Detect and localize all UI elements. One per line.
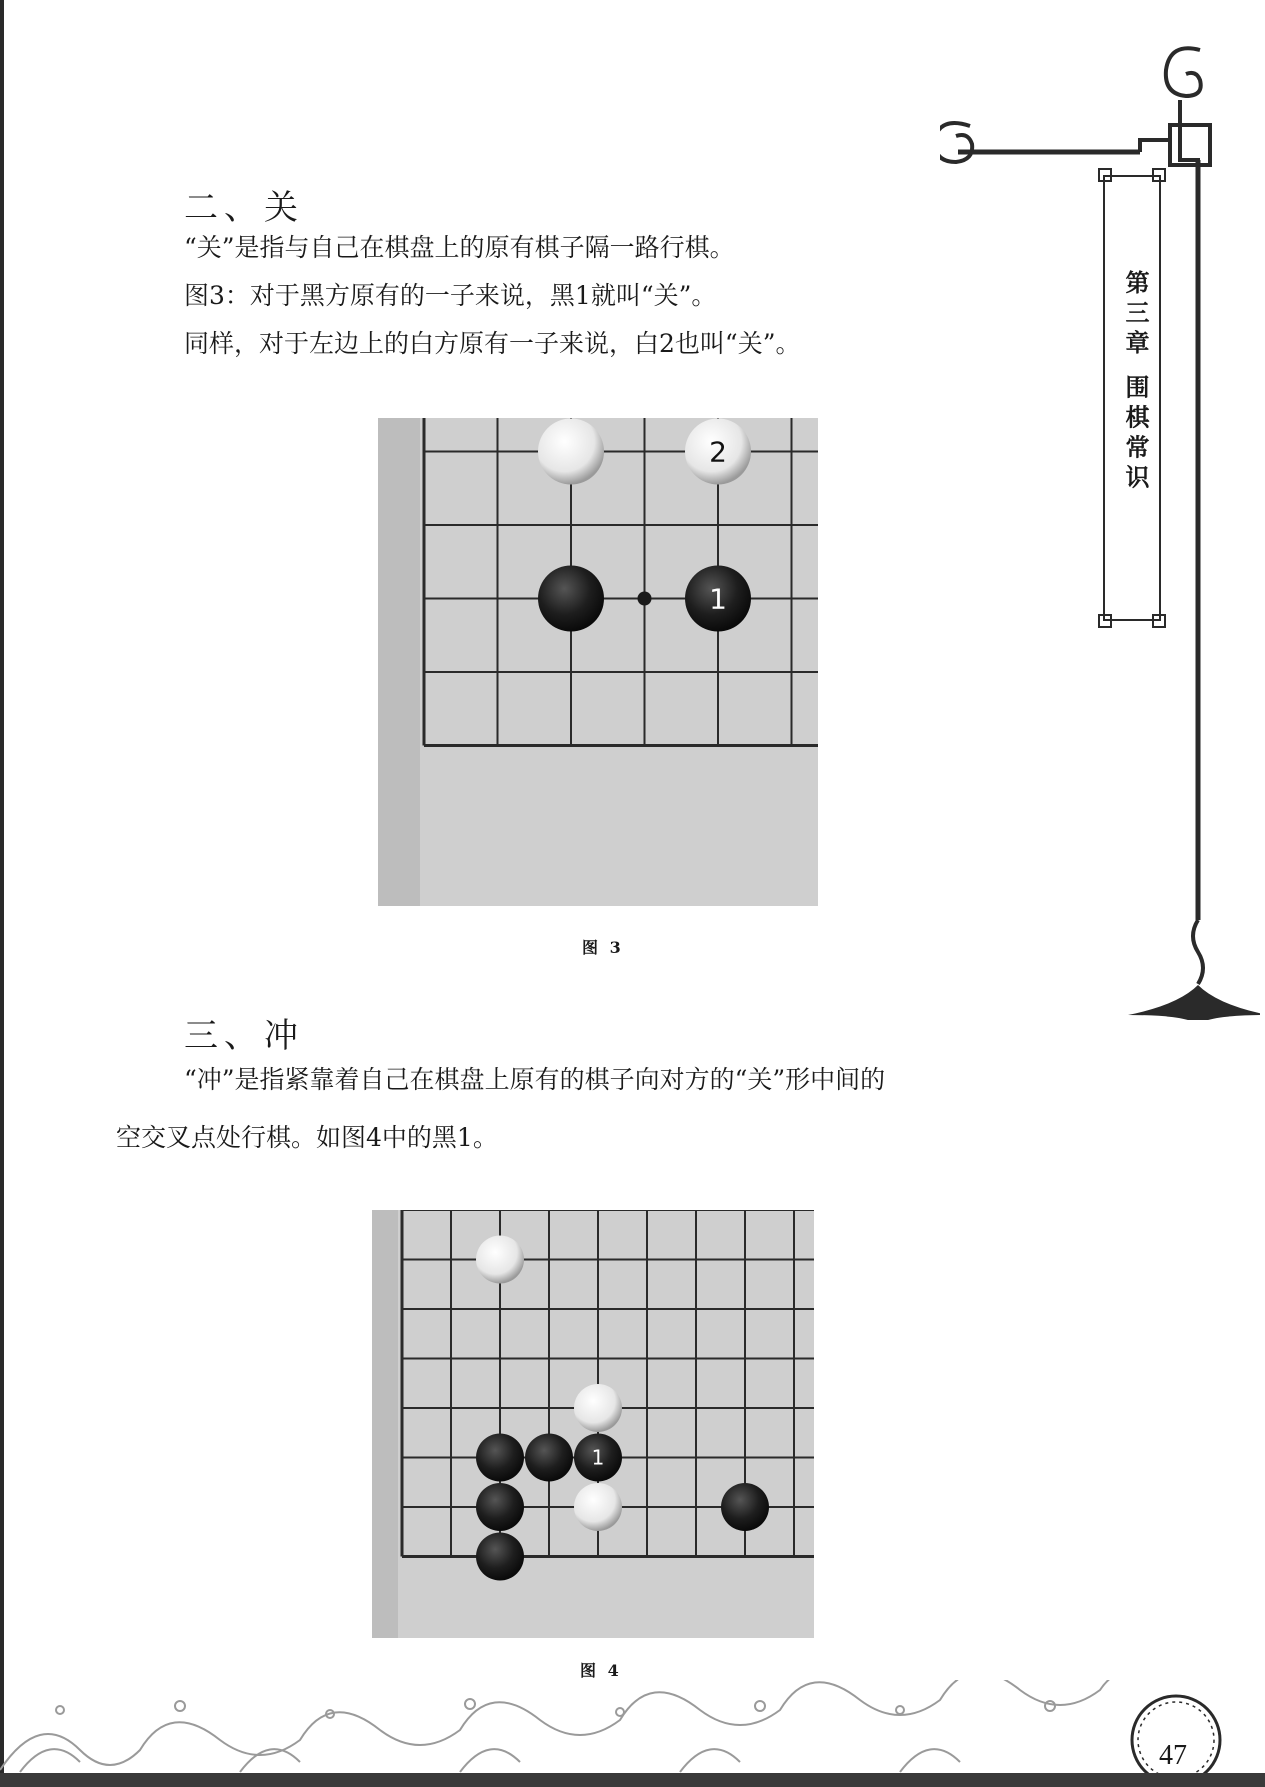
board-edge <box>372 1210 398 1638</box>
black-stone <box>476 1434 524 1482</box>
star-point <box>638 592 652 606</box>
white-stone <box>476 1236 524 1284</box>
stone-number-label: 2 <box>709 435 727 469</box>
paragraph-line: “冲”是指紧靠着自己在棋盘上原有的棋子向对方的“关”形中间的 <box>184 1065 886 1094</box>
white-stone <box>574 1384 622 1432</box>
section-heading-chong: 三、冲 <box>184 1016 304 1056</box>
go-board-diagram <box>372 1210 814 1638</box>
go-board-diagram <box>378 418 818 906</box>
stone-number-label: 1 <box>591 1445 605 1470</box>
page-bottom-edge <box>0 1773 1265 1787</box>
black-stone <box>525 1434 573 1482</box>
black-stone <box>476 1533 524 1581</box>
black-stone <box>721 1483 769 1531</box>
page-left-edge <box>0 0 4 1787</box>
paragraph-line: 同样，对于左边上的白方原有一子来说，白2也叫“关”。 <box>184 329 801 358</box>
stone-number-label: 1 <box>709 582 727 616</box>
white-stone <box>574 1483 622 1531</box>
figure-caption: 图 3 <box>582 938 624 957</box>
black-stone <box>538 566 604 632</box>
paragraph-line: “关”是指与自己在棋盘上的原有棋子隔一路行棋。 <box>184 233 735 262</box>
paragraph-line: 空交叉点处行棋。如图4中的黑1。 <box>116 1123 498 1152</box>
chapter-label: 第三章 围棋常识 <box>1121 270 1150 495</box>
go-board-figure-4 <box>372 1210 814 1638</box>
section-heading-guan: 二、关 <box>184 188 304 228</box>
page-number: 47 <box>1159 1740 1187 1771</box>
figure-caption: 图 4 <box>580 1661 622 1680</box>
black-stone <box>476 1483 524 1531</box>
go-board-figure-3 <box>378 418 818 906</box>
paragraph-line: 图3：对于黑方原有的一子来说，黑1就叫“关”。 <box>184 281 717 310</box>
board-edge <box>378 418 420 906</box>
white-stone <box>538 419 604 485</box>
wave-border-ornament <box>0 1680 1265 1776</box>
